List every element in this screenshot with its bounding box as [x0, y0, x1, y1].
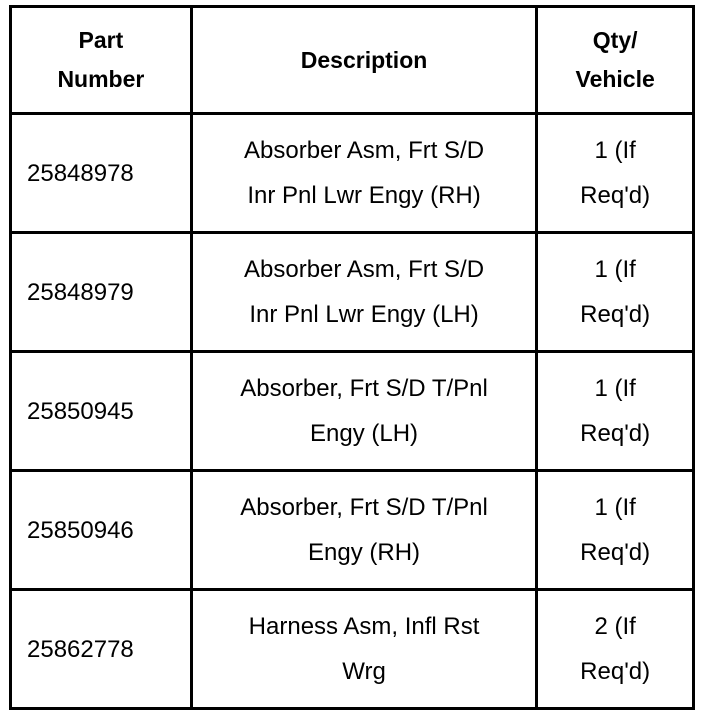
header-part-number [11, 7, 192, 114]
header-part-number-line: Part [78, 27, 124, 53]
qty-line: Req'd) [580, 539, 651, 566]
description-line: Absorber Asm, Frt S/D [244, 256, 485, 283]
parts-table [9, 5, 695, 710]
part-number-cell: 25862778 [11, 590, 192, 709]
description-line: Absorber, Frt S/D T/Pnl [240, 375, 488, 402]
qty-line: Req'd) [580, 182, 651, 209]
qty-line: Req'd) [580, 658, 651, 685]
qty-line: 1 (If [594, 137, 636, 164]
qty-cell [537, 233, 694, 352]
table-row [11, 590, 694, 709]
part-number-cell: 25850945 [11, 352, 192, 471]
header-qty-vehicle [537, 7, 694, 114]
table-row [11, 114, 694, 233]
header-qty-vehicle-line: Vehicle [575, 66, 655, 92]
qty-line: 1 (If [594, 256, 636, 283]
description-line: Wrg [342, 658, 386, 685]
qty-cell [537, 352, 694, 471]
table-row [11, 471, 694, 590]
qty-line: 1 (If [594, 375, 636, 402]
header-description [191, 7, 537, 114]
part-number-cell: 25848979 [11, 233, 192, 352]
header-description-line: Description [300, 46, 428, 73]
description-line: Inr Pnl Lwr Engy (RH) [247, 182, 481, 209]
header-part-number-line: Number [57, 66, 145, 92]
description-cell [191, 233, 537, 352]
description-line: Inr Pnl Lwr Engy (LH) [249, 301, 479, 328]
description-line: Absorber, Frt S/D T/Pnl [240, 494, 488, 521]
qty-line: 2 (If [594, 613, 636, 640]
table-row [11, 233, 694, 352]
qty-cell [537, 114, 694, 233]
description-line: Engy (RH) [308, 539, 421, 566]
description-cell [191, 114, 537, 233]
header-row [11, 7, 694, 114]
part-number-cell: 25848978 [11, 114, 192, 233]
description-cell [191, 471, 537, 590]
description-line: Absorber Asm, Frt S/D [244, 137, 485, 164]
description-line: Engy (LH) [310, 420, 419, 447]
header-qty-vehicle-line: Qty/ [592, 27, 638, 53]
description-line: Harness Asm, Infl Rst [248, 613, 480, 640]
qty-cell [537, 590, 694, 709]
qty-line: 1 (If [594, 494, 636, 521]
qty-line: Req'd) [580, 420, 651, 447]
description-cell [191, 590, 537, 709]
description-cell [191, 352, 537, 471]
table-row [11, 352, 694, 471]
part-number-cell: 25850946 [11, 471, 192, 590]
qty-cell [537, 471, 694, 590]
qty-line: Req'd) [580, 301, 651, 328]
